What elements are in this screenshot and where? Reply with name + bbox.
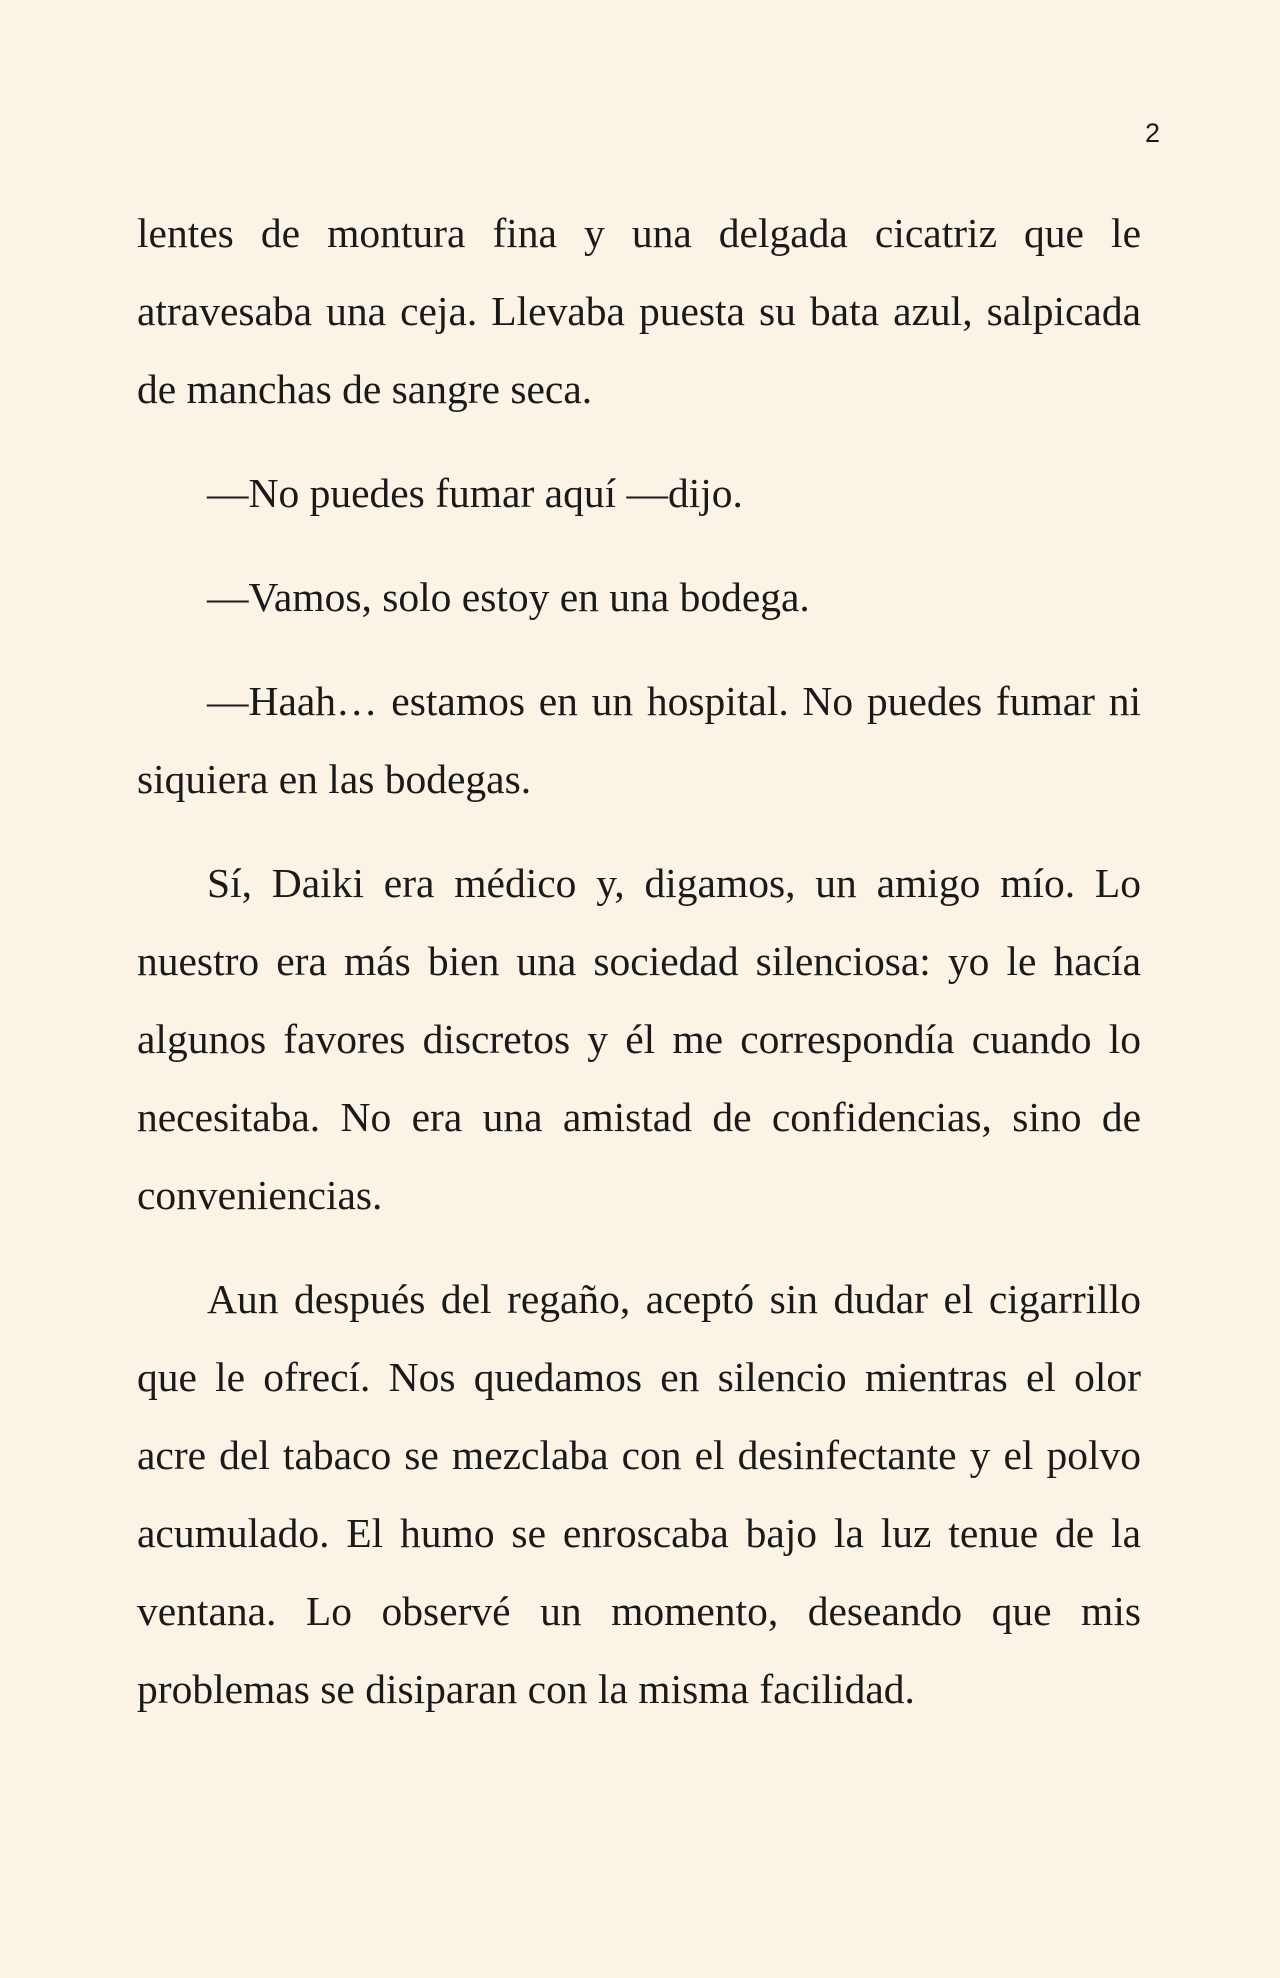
dialogue-line: —Vamos, solo estoy en una bodega. <box>207 574 810 620</box>
dialogue-line: —Haah… estamos en un hospital. No puedes fumar ni siquiera en las bodegas. <box>137 678 1141 802</box>
page-number: 2 <box>1144 118 1160 148</box>
paragraph: Sí, Daiki era médico y, digamos, un amigo mío. Lo nuestro era más bien una sociedad silenciosa: yo le hacía algunos favores discretos y él me correspondía cuando lo necesitaba. No era una amistad de confidencias, sino de conveniencias. <box>137 860 1141 1218</box>
page-text-body <box>137 194 1141 1754</box>
paragraph: Aun después del regaño, aceptó sin dudar el cigarrillo que le ofrecí. Nos quedamos en silencio mientras el olor acre del tabaco se mezclaba con el desinfectante y el polvo acumulado. El humo se enroscaba bajo la luz tenue de la ventana. Lo observé un momento, deseando que mis problemas se disiparan con la misma facilidad. <box>137 1276 1141 1712</box>
dialogue-line: —No puedes fumar aquí —dijo. <box>207 470 743 516</box>
paragraph-continuation: lentes de montura fina y una delgada cicatriz que le atravesaba una ceja. Llevaba puesta su bata azul, salpicada de manchas de sangre seca. <box>137 210 1141 412</box>
